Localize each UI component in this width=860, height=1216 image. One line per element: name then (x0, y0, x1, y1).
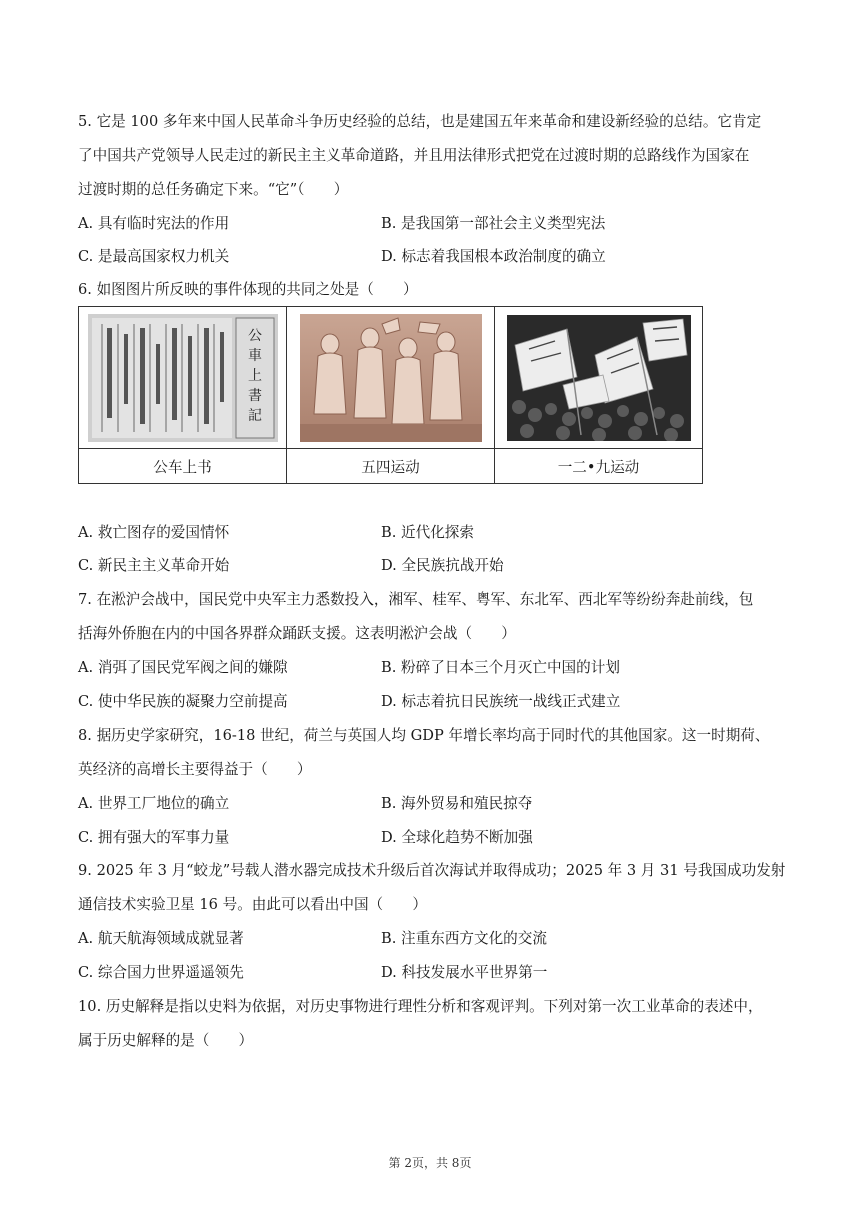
caption-yierjiu: 一二•九运动 (495, 449, 703, 484)
image-cell-gongche (79, 307, 287, 449)
caption-wusi: 五四运动 (287, 449, 495, 484)
q9-stem-line-1: 9. 2025 年 3 月“蛟龙”号载人潜水器完成技术升级后首次海试并取得成功；2025 年 3 月 31 号我国成功发射 (78, 862, 786, 879)
q6-option-c: C. 新民主主义革命开始 (78, 557, 230, 574)
image-cell-yierjiu (495, 307, 703, 449)
q5-stem-line-2: 了中国共产党领导人民走过的新民主主义革命道路，并且用法律形式把党在过渡时期的总路线作为国家在 (78, 147, 750, 164)
q9-option-b: B. 注重东西方文化的交流 (381, 930, 547, 947)
page-footer: 第 2页，共 8页 (388, 1156, 472, 1170)
q8-option-d: D. 全球化趋势不断加强 (381, 829, 533, 846)
q9-stem-line-2: 通信技术实验卫星 16 号。由此可以看出中国（ ） (78, 896, 427, 913)
q8-option-c: C. 拥有强大的军事力量 (78, 829, 230, 846)
q10-stem-line-2: 属于历史解释的是（ ） (78, 1032, 254, 1049)
image-cell-wusi (287, 307, 495, 449)
q8-option-b: B. 海外贸易和殖民掠夺 (381, 795, 533, 812)
q9-option-c: C. 综合国力世界遥遥领先 (78, 964, 244, 981)
q5-stem-line-3: 过渡时期的总任务确定下来。“它”（ ） (78, 181, 349, 198)
q7-option-a: A. 消弭了国民党军阀之间的嫌隙 (78, 659, 288, 676)
svg-text:記: 記 (247, 407, 262, 424)
q7-stem-line-2: 括海外侨胞在内的中国各界群众踊跃支援。这表明淞沪会战（ ） (78, 625, 516, 642)
q7-option-c: C. 使中华民族的凝聚力空前提高 (78, 693, 288, 710)
manuscript-title-char-1: 公 (247, 327, 262, 344)
relief-sculpture-image (300, 314, 482, 442)
q9-option-d: D. 科技发展水平世界第一 (381, 964, 548, 981)
q5-stem-line-1: 5. 它是 100 多年来中国人民革命斗争历史经验的总结，也是建国五年来革命和建设新经验的总结。它肯定 (78, 113, 762, 130)
q7-option-b: B. 粉碎了日本三个月灭亡中国的计划 (381, 659, 620, 676)
caption-gongche: 公车上书 (79, 449, 287, 484)
q8-stem-line-1: 8. 据历史学家研究，16-18 世纪，荷兰与英国人均 GDP 年增长率均高于同时代的其他国家。这一时期荷、 (78, 727, 770, 744)
q7-stem-line-1: 7. 在淞沪会战中，国民党中央军主力悉数投入，湘军、桂军、粤军、东北军、西北军等纷纷奔赴前线，包 (78, 591, 754, 608)
q6-stem-line-1: 6. 如图图片所反映的事件体现的共同之处是（ ） (78, 281, 418, 298)
protest-photo-image (507, 315, 691, 441)
q6-option-a: A. 救亡图存的爱国情怀 (78, 524, 230, 541)
q6-option-d: D. 全民族抗战开始 (381, 557, 504, 574)
q5-option-a: A. 具有临时宪法的作用 (78, 215, 230, 232)
svg-text:上: 上 (247, 367, 262, 384)
q5-option-c: C. 是最高国家权力机关 (78, 248, 230, 265)
q5-option-b: B. 是我国第一部社会主义类型宪法 (381, 215, 606, 232)
manuscript-image (88, 314, 278, 442)
svg-text:車: 車 (247, 347, 262, 364)
q5-option-d: D. 标志着我国根本政治制度的确立 (381, 248, 606, 265)
q10-stem-line-1: 10. 历史解释是指以史料为依据，对历史事物进行理性分析和客观评判。下列对第一次工业革命的表述中， (78, 998, 763, 1015)
q8-option-a: A. 世界工厂地位的确立 (78, 795, 230, 812)
q9-option-a: A. 航天航海领域成就显著 (78, 930, 244, 947)
q7-option-d: D. 标志着抗日民族统一战线正式建立 (381, 693, 621, 710)
q6-image-table (78, 306, 703, 484)
q6-option-b: B. 近代化探索 (381, 524, 474, 541)
svg-text:書: 書 (247, 387, 262, 404)
q8-stem-line-2: 英经济的高增长主要得益于（ ） (78, 761, 312, 778)
